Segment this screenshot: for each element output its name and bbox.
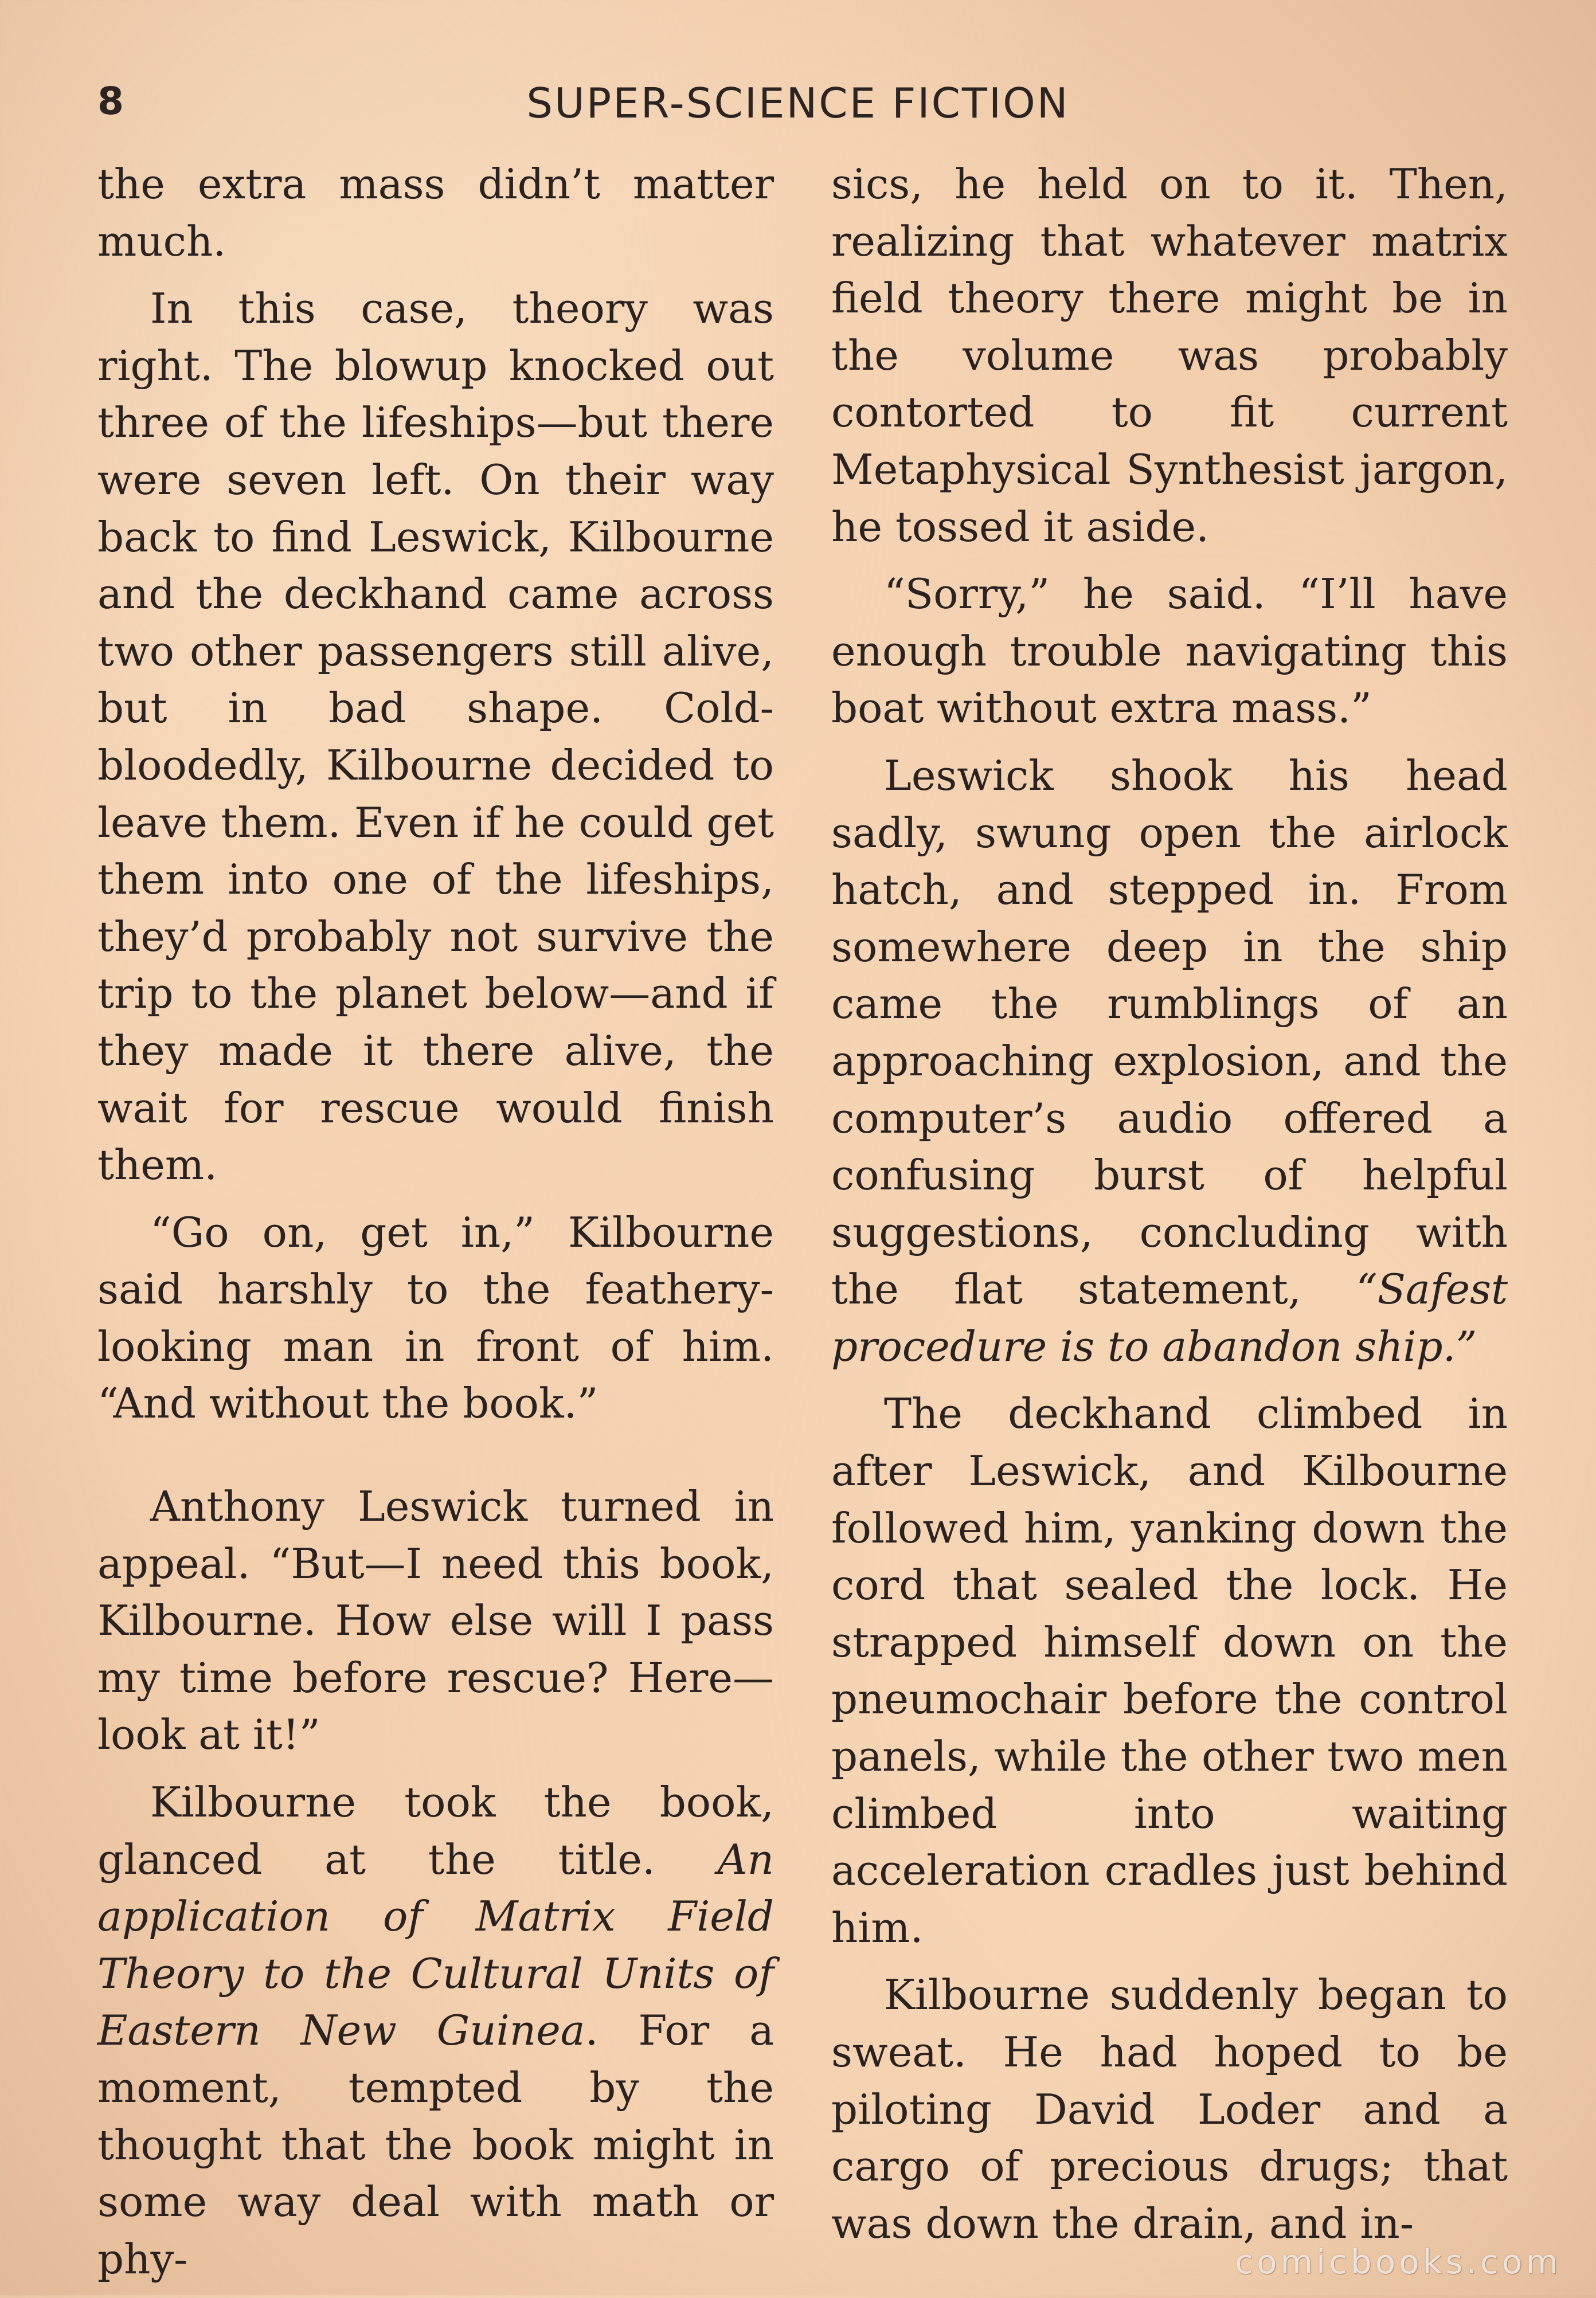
text-run: Kilbourne took the book, glanced at the title. <box>97 1778 774 1884</box>
paragraph: Anthony Leswick turned in appeal. “But—I need this book, Kilbourne. How else will I pass my time before rescue? Here—look at it!” <box>97 1482 774 1759</box>
computer-quote: “Safest procedure is to abandon ship.” <box>831 1265 1508 1371</box>
text-run: Leswick shook his head sadly, swung open the airlock hatch, and stepped in. From somewhere deep in the ship came the rumblings of an approaching explosion, and the computer’s audio offered a confusing burst of helpful suggestions, concluding with the flat statement, <box>831 751 1508 1314</box>
paragraph <box>831 747 1508 1376</box>
watermark: comicbooks.com <box>1235 2242 1562 2281</box>
book-title: An application of Matrix Field Theory to the Cultural Units of Eastern New Guinea <box>97 1835 774 2055</box>
paragraph: the extra mass didn’t matter much. <box>97 160 774 265</box>
left-column <box>97 156 774 2298</box>
paragraph: Kilbourne suddenly began to sweat. He had hoped to be piloting David Loder and a cargo of precious drugs; that was down the drain, and in- <box>831 1971 1508 2248</box>
paragraph <box>97 1774 774 2288</box>
running-head: SUPER-SCIENCE FICTION <box>526 79 1070 127</box>
paragraph: sics, he held on to it. Then, realizing that whatever matrix field theory there might be in the volume was probably contorted to fit current Metaphysical Synthesist jargon, he tossed it aside. <box>831 160 1508 551</box>
paragraph: In this case, theory was right. The blowup knocked out three of the lifeships—but there were seven left. On their way back to find Leswick, Kilbourne and the deckhand came across two other passengers still alive, but in bad shape. Cold-bloodedly, Kilbourne decided to leave them. Even if he could get them into one of the lifeships, they’d probably not survive the trip to the planet below—and if they made it there alive, the wait for rescue would finish them. <box>97 284 774 1189</box>
paragraph: “Sorry,” he said. “I’ll have enough trouble navigating this boat without extra mass.” <box>831 570 1508 733</box>
text-run: . For a moment, tempted by the thought that the book might in some way deal with math or phy- <box>97 2006 774 2283</box>
paragraph: The deckhand climbed in after Leswick, and Kilbourne followed him, yanking down the cord that sealed the lock. He strapped himself down on the pneumochair before the control panels, while the other two men climbed into waiting acceleration cradles just behind him. <box>831 1389 1508 1952</box>
right-column <box>831 156 1508 2262</box>
page-number: 8 <box>97 79 124 123</box>
page-header <box>92 73 1504 136</box>
paragraph: “Go on, get in,” Kilbourne said harshly to the feathery-looking man in front of him. “And without the book.” <box>97 1208 774 1428</box>
